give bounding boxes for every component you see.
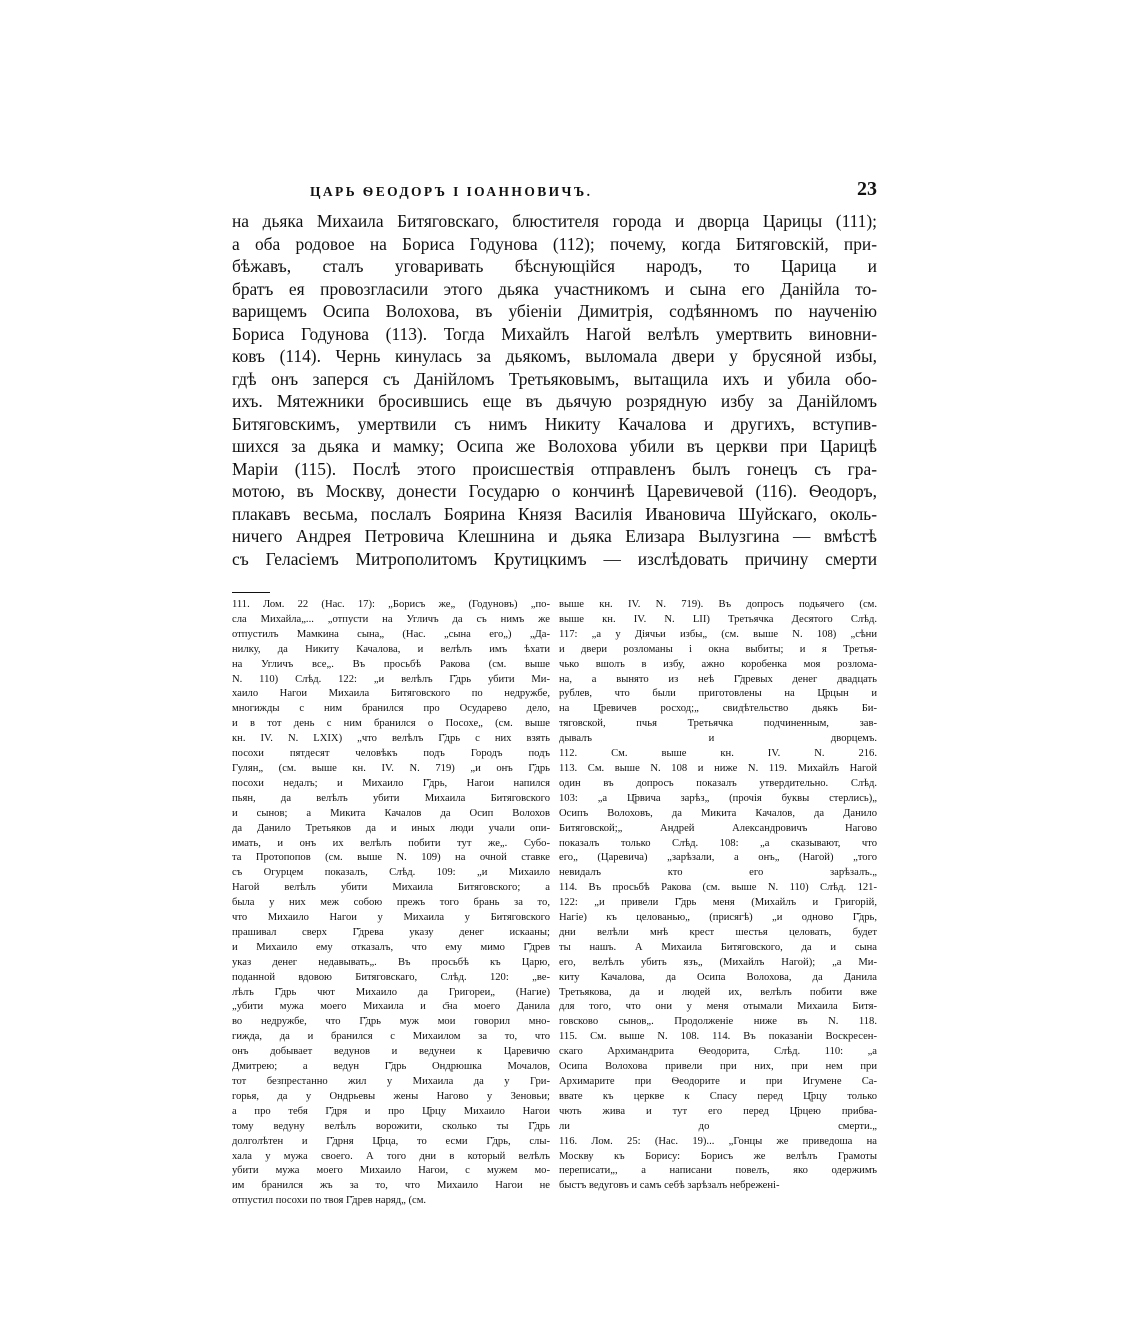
footnote-line: и в тот день с ним бранился о Посохе„ (см. выше	[232, 718, 550, 730]
footnote-line: и Михаило ему отказалъ, что ему мимо Г҃древ	[232, 941, 550, 953]
footnote-line: 115. См. выше N. 108. 114. Въ показаніи Воскресен-	[559, 1031, 877, 1043]
footnotes-right-column	[559, 598, 877, 1209]
footnote-line: для того, что они у меня отымали Михаила Битя-	[559, 1001, 877, 1013]
footnote-divider	[232, 592, 270, 593]
text-line: ихъ. Мятежники бросившись еще въ дьячую розрядную избу за Данійломъ	[232, 391, 877, 411]
text-line: гдѣ онъ заперся съ Данійломъ Третьяковымъ, вытащила ихъ и убила обо-	[232, 368, 877, 389]
footnote-line: 113. См. выше N. 108 и ниже N. 119. Михайлъ Нагой	[559, 762, 877, 774]
footnote-line: дни велѣли мнѣ крест шестья целовать, будет	[559, 926, 877, 938]
footnotes-left-column	[232, 598, 550, 1209]
footnote-line: скаго Архимандрита Ѳеодорита, Слѣд. 110: „а	[559, 1046, 877, 1058]
footnote-line: и двери розломаны і окна выбиты; и я Третья-	[559, 643, 877, 655]
footnote-line: Третьякова, да и людей их, велѣлъ побити вже	[559, 986, 877, 998]
footnote-line: долголѣтен и Г҃дрня Ц҃рца, то есми Г҃дрь, слы-	[232, 1135, 550, 1147]
footnote-line: быстъ ведуговъ и самъ себѣ зарѣзалъ небреженi-	[559, 1180, 780, 1192]
text-line: Бориса Годунова (113). Тогда Михайлъ Нагой велѣлъ умертвить виновни-	[232, 323, 877, 344]
footnote-line: Москву къ Борису: Борисъ же велѣлъ Грамоты	[559, 1150, 877, 1162]
running-title: ЦАРЬ ѲЕОДОРЪ I IОАННОВИЧЪ.	[310, 184, 593, 199]
footnote-line: N. 110) Слѣд. 122: „и велѣлъ Г҃дрь убити Ми-	[232, 673, 550, 685]
footnote-line: на, а вынято из неѣ Г҃древых денег двадцать	[559, 673, 877, 685]
footnote-line: „убити мужа моего Михаила и с҃на моего Данила	[232, 1001, 550, 1013]
footnote-line: была у них меж собою прежъ того брань за то,	[232, 897, 550, 909]
footnote-line: сла Михайла„... „отпусти на Угличъ да съ нимъ же	[232, 613, 550, 625]
footnote-line: киту Качалова, да Осипа Волохова, да Данила	[559, 971, 877, 983]
footnote-line: поданной вдовою Битяговскаго, Слѣд. 120: „ве-	[232, 971, 550, 983]
footnote-line: Гулян„ (см. выше кн. IV. N. 719) „и онъ Г҃дрь	[232, 762, 550, 774]
footnote-line: отпустилъ Мамкина сына„ (Нас. „сына его„) „Да-	[232, 628, 550, 640]
footnote-line: его, велѣлъ убить язъ„ (Михайлъ Нагой); „а Ми-	[559, 956, 877, 968]
footnote-line: на Угличъ все„. Въ просьбѣ Ракова (см. выше	[232, 658, 550, 670]
footnote-line: Дмитрею; а ведун Г҃дрь Ондрюшка Мочалов,	[232, 1061, 550, 1073]
text-line: братъ ея провозгласили этого дьяка участникомъ и сына его Данійла то-	[232, 278, 877, 299]
footnote-line: онъ добывает ведунов и ведунеи к Царевичю	[232, 1046, 550, 1058]
text-line: а оба родовое на Бориса Годунова (112); почему, когда Битяговскій, при-	[232, 233, 877, 254]
footnote-line: Осипъ Волоховъ, да Микита Качалов, да Данило	[559, 807, 877, 819]
footnote-line: прашивал сверх Г҃древа указу денег искааны;	[232, 926, 550, 938]
text-line: Маріи (115). Послѣ этого происшествія отправленъ былъ гонецъ съ гра-	[232, 458, 877, 479]
footnote-line: та Протопопов (см. выше N. 109) на очной ставке	[232, 852, 550, 864]
footnote-line: лѣлъ Г҃дрь чют Михаило да Григореи„ (Нагие)	[232, 986, 550, 998]
footnote-line: переписати„, а написани повелъ, яко одержимъ	[559, 1165, 877, 1177]
footnote-line: Нагіе) къ целованью„ (присягѣ) „и одново Г҃дрь,	[559, 912, 877, 924]
footnote-line: хаило Нагои Михаила Битяговского по недружбе,	[232, 688, 550, 700]
footnote-line: невидалъ кто его зарѣзалъ.„	[559, 867, 877, 879]
footnote-line: и сынов; а Микита Качалов да Осип Волохов	[232, 807, 550, 819]
footnote-line: выше кн. IV. N. LII) Третьячка Десятого Слѣд.	[559, 613, 877, 625]
footnote-line: посохи пятдесят человѣкъ подъ Городъ подъ	[232, 748, 550, 760]
text-line: на дьяка Михаила Битяговскаго, блюстителя города и дворца Царицы (111);	[232, 211, 877, 231]
footnote-line: ли до смерти.„	[559, 1120, 877, 1132]
footnote-line: 117: „а у Дiячьи избы„ (см. выше N. 108) „сѣни	[559, 628, 877, 640]
footnote-line: кн. IV. N. LXIX) „что велѣлъ Г҃дрь с них взять	[232, 733, 550, 745]
footnote-line: ты нашъ. А Михаила Битяговского, да и сына	[559, 941, 877, 953]
footnote-line: да Данило Третьяков да и иных люди учали опи-	[232, 822, 550, 834]
text-line: мотою, въ Москву, донести Государю о кончинѣ Царевичевой (116). Ѳеодоръ,	[232, 481, 877, 501]
footnote-line: выше кн. IV. N. 719). Въ допросъ подьячего (см.	[559, 599, 877, 610]
page-number: 23	[857, 178, 877, 200]
footnote-line: тот безпрестанно жил у Михаила да у Гри-	[232, 1076, 550, 1087]
footnote-line: во недружбе, что Г҃дрь муж мои говорил мно-	[232, 1016, 550, 1028]
footnote-line: рублев, что были приготовлены на Ц҃рцын и	[559, 688, 877, 700]
book-page	[232, 178, 877, 1209]
footnote-line: что Михаило Нагои у Михаила у Битяговского	[232, 912, 550, 924]
footnote-line: хала у мужа своего. А того дни в который велѣлъ	[232, 1150, 550, 1162]
footnote-line: убити мужа моего Михаило Нагои, с мужем мо-	[232, 1165, 550, 1177]
footnote-line: указ денег недавывать„. Въ просьбѣ къ Царю,	[232, 956, 550, 968]
footnote-line: горья, да у Ондрьевы жены Нагово у Зеновьи;	[232, 1090, 550, 1102]
footnote-line: тяговской, пчья Третьячка подчиненным, зав-	[559, 718, 877, 730]
main-text	[232, 210, 877, 570]
footnote-line: Архимарите при Ѳеодорите и при Игумене Са-	[559, 1076, 877, 1087]
footnote-line: Битяговской;„ Андрей Александровичъ Нагово	[559, 822, 877, 834]
text-line: Битяговскимъ, умертвили съ нимъ Никиту Качалова и другихъ, вступив-	[232, 413, 877, 434]
footnote-line: ввате къ церкве к Спасу перед Ц҃рцу только	[559, 1090, 877, 1102]
text-line: съ Геласіемъ Митрополитомъ Крутицкимъ — изслѣдовать причину смерти	[232, 548, 877, 569]
footnote-line: чють жива и тут его перед Ц҃рцею прибва-	[559, 1105, 877, 1117]
footnote-line: 112. См. выше кн. IV. N. 216.	[559, 748, 877, 760]
text-line: ничего Андрея Петровича Клешнина и дьяка Елизара Вылузгина — вмѣстѣ	[232, 526, 877, 546]
footnote-line: тому ведуну велѣлъ ворожити, сколько ты Г҃дрь	[232, 1120, 550, 1132]
footnote-line: им бранился жъ за то, что Михаило Нагои не	[232, 1180, 550, 1192]
text-line: плакавъ весьма, послалъ Боярина Князя Василія Ивановича Шуйскаго, околь-	[232, 503, 877, 524]
footnote-line: гижда, да и бранился с Михаилом за то, что	[232, 1031, 550, 1043]
footnote-line: 114. Въ просьбѣ Ракова (см. выше N. 110) Слѣд. 121-	[559, 882, 877, 894]
footnote-line: 116. Лом. 25: (Нас. 19)... „Гонцы же приведоша на	[559, 1135, 877, 1147]
footnote-line: 103: „а Ц҃рвича зарѣз„ (прочія буквы стерлись)„	[559, 792, 877, 804]
footnote-line: чько вшолъ в избу, ажно коробенка моя розлома-	[559, 658, 877, 670]
footnote-line: съ Огурцем показалъ, Слѣд. 109: „и Михаило	[232, 867, 550, 879]
text-line: ковъ (114). Чернь кинулась за дьякомъ, выломала двери у брусяной избы,	[232, 346, 877, 366]
footnote-line: а про тебя Г҃дря и про Ц҃рцу Михаило Нагои	[232, 1105, 550, 1117]
footnote-line: отпустил посохи по твоя Г҃древ наряд„ (см.	[232, 1195, 427, 1207]
footnote-line: Нагой велѣлъ убити Михаила Битяговского; а	[232, 882, 550, 894]
footnote-line: показалъ только Слѣд. 108: „а сказывают, что	[559, 837, 877, 849]
footnote-line: имать, и онъ их велѣлъ побити тут же„. Субо-	[232, 837, 550, 849]
footnote-line: нилку, да Никиту Качалова, и велѣлъ имъ ѣхати	[232, 643, 550, 655]
running-header	[232, 178, 877, 210]
text-line: бѣжавъ, сталъ уговаривать бѣснующійся народъ, то Царица и	[232, 256, 877, 276]
footnote-line: пьян, да велѣлъ убити Михаила Битяговского	[232, 792, 550, 804]
footnote-line: один въ допросъ показалъ утвердительно. Слѣд.	[559, 777, 877, 789]
footnote-line: его„ (Царевича) „зарѣзали, а онъ„ (Нагой) „того	[559, 852, 877, 864]
footnote-line: многижды с ним бранился про Осударево дело,	[232, 703, 550, 715]
text-line: варищемъ Осипа Волохова, въ убіеніи Димитрія, содѣянномъ по наученію	[232, 301, 877, 321]
footnotes	[232, 598, 877, 1209]
footnote-line: 111. Лом. 22 (Нас. 17): „Борисъ же„ (Годуновъ) „по-	[232, 599, 550, 610]
footnote-line: говсково сынов„. Продолженіе ниже въ N. 118.	[559, 1016, 877, 1028]
footnote-line: дывалъ и дворцемъ.	[559, 733, 877, 745]
footnote-line: посохи недалъ; и Михаило Г҃дрь, Нагои напился	[232, 777, 550, 789]
footnote-line: на Ц҃ревичев росход;„ свидѣтельство дьякъ Би-	[559, 703, 877, 715]
footnote-line: Осипа Волохова привели при них, при нем при	[559, 1061, 877, 1073]
text-line: шихся за дьяка и мамку; Осипа же Волохова убили въ церкви при Царицѣ	[232, 436, 877, 456]
footnote-line: 122: „и привели Г҃дрь меня (Михайлъ и Григорій,	[559, 897, 877, 909]
